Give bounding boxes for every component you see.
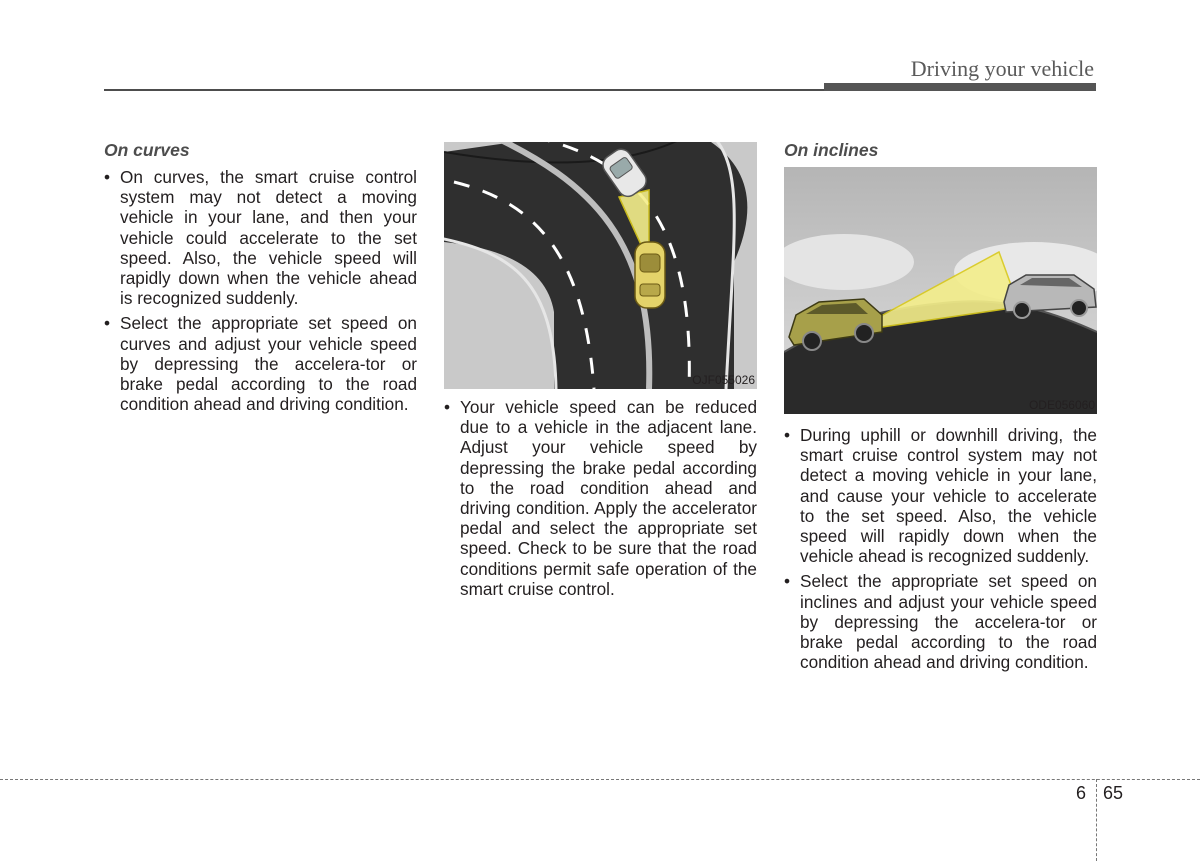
bullet-list xyxy=(104,167,417,414)
incline-image xyxy=(784,167,1097,414)
section-heading-on-inclines: On inclines xyxy=(784,140,879,160)
figure-code: OJF055026 xyxy=(692,373,755,387)
bullet-item: • Your vehicle speed can be reduced due to a vehicle in the adjacent lane. Adjust your vehicle speed by depressing the brake pedal according to the road condition ahead and driving condition. Apply the accelerator pedal and select the appropriate set speed. Check to be sure that the road conditions permit safe operation of the smart cruise control. xyxy=(444,397,757,599)
curve-road-illustration xyxy=(444,142,757,389)
chapter-number: 6 xyxy=(1076,783,1087,803)
page-header-title: Driving your vehicle xyxy=(910,56,1094,81)
figure-code: ODE056060 xyxy=(1028,398,1095,412)
curve-road-image xyxy=(444,142,757,389)
column-on-inclines xyxy=(784,139,1097,677)
bullet-item: • During uphill or downhill driving, the smart cruise control system may not detect a moving vehicle in your lane, and cause your vehicle to accelerate to the set speed. Also, the vehicle speed will rapidly down when the vehicle ahead is recognized suddenly. xyxy=(784,425,1097,566)
bullet-item: • Select the appropriate set speed on inclines and adjust your vehicle speed by depressing the accelera-tor or brake pedal according to the road condition ahead and driving condition. xyxy=(784,571,1097,672)
bullet-list xyxy=(444,397,757,599)
bullet-list xyxy=(784,425,1097,672)
section-heading-on-curves: On curves xyxy=(104,140,190,160)
bullet-item: • Select the appropriate set speed on curves and adjust your vehicle speed by depressing the accelera-tor or brake pedal according to the road condition ahead and driving condition. xyxy=(104,313,417,414)
incline-illustration xyxy=(784,167,1097,414)
column-adjacent-lane xyxy=(444,142,757,604)
column-on-curves xyxy=(104,139,417,419)
header-rule-accent xyxy=(824,83,1096,91)
footer-divider xyxy=(0,779,1200,780)
page-number: 65 xyxy=(1103,783,1124,803)
bullet-item: • On curves, the smart cruise control system may not detect a moving vehicle in your lane, and then your vehicle could accelerate to the set speed. Also, the vehicle speed will rapidly down when the vehicle ahead is recognized suddenly. xyxy=(104,167,417,308)
footer-page-divider xyxy=(1096,779,1097,861)
